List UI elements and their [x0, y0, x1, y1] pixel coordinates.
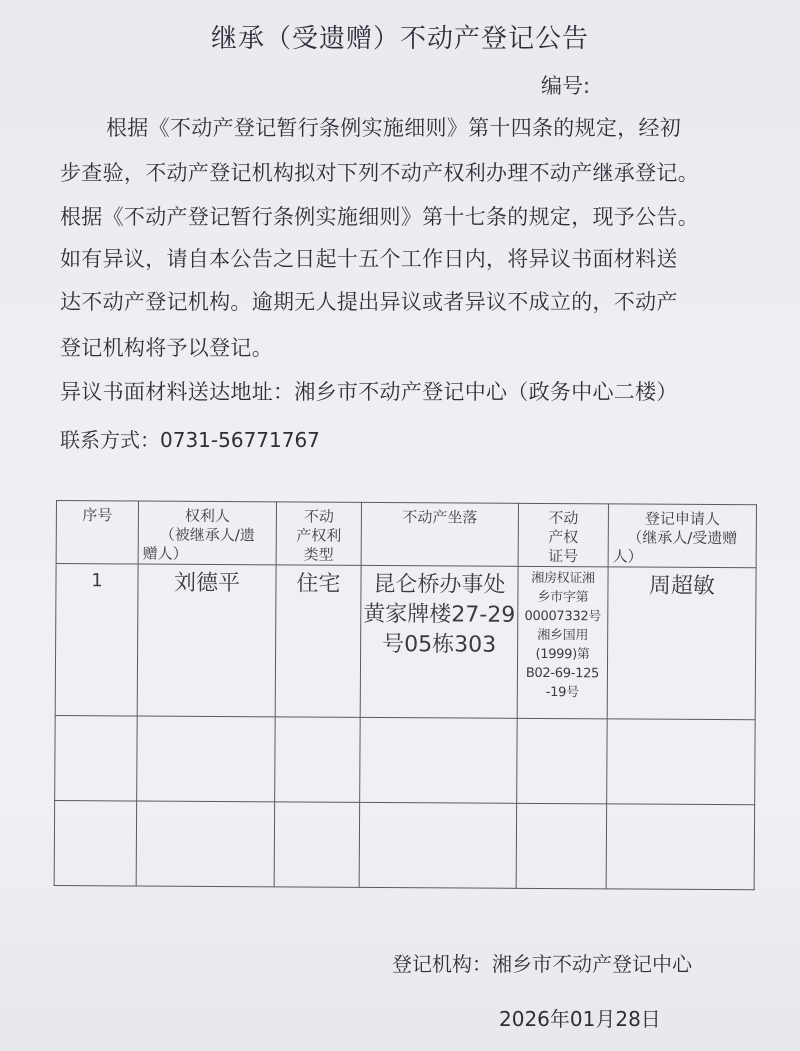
- empty-cell: [137, 716, 276, 802]
- empty-cell: [54, 800, 137, 885]
- empty-cell: [275, 717, 361, 803]
- cell-location: 昆仑桥办事处 黄家牌楼27-29 号05栋303: [360, 565, 518, 718]
- table-header-row: [56, 501, 756, 568]
- paragraph-line-1: 根据《不动产登记暂行条例实施细则》第十四条的规定，经初: [106, 116, 682, 140]
- table-row: [54, 800, 755, 889]
- header-serial-no: 序号: [56, 501, 138, 564]
- contact-info: 联系方式：0731-56771767: [60, 428, 320, 452]
- header-right-holder: 权利人 （被继承人/遗 赠人）: [138, 501, 276, 565]
- paragraph-line-4: 如有异议，请自本公告之日起十五个工作日内，将异议书面材料送: [60, 247, 678, 271]
- paragraph-line-2: 步查验，不动产登记机构拟对下列不动产权利办理不动产继承登记。: [60, 161, 699, 185]
- table-row: [55, 715, 756, 804]
- header-applicant: 登记申请人 （继承人/受遗赠 人）: [608, 504, 756, 568]
- empty-cell: [55, 715, 138, 800]
- serial-number-label: 编号:: [541, 74, 591, 98]
- header-location: 不动产坐落: [361, 502, 518, 566]
- empty-cell: [360, 717, 518, 803]
- cell-right-holder: 刘德平: [137, 564, 276, 717]
- empty-cell: [517, 718, 608, 804]
- paragraph-line-5: 达不动产登记机构。逾期无人提出异议或者异议不成立的，不动产: [60, 290, 678, 314]
- header-right-type: 不动 产权利 类型: [276, 502, 361, 566]
- cell-right-type: 住宅: [275, 565, 361, 718]
- objection-address: 异议书面材料送达地址：湘乡市不动产登记中心（政务中心二楼）: [60, 380, 678, 404]
- cell-certificate-no: 湘房权证湘 乡市字第 00007332号 湘乡国用 (1999)第 B02-69-125 -19号: [517, 566, 608, 719]
- empty-cell: [516, 803, 607, 889]
- paragraph-line-6: 登记机构将予以登记。: [60, 336, 273, 360]
- empty-cell: [606, 804, 755, 890]
- table-row: [55, 564, 756, 720]
- cell-applicant: 周超敏: [607, 567, 756, 720]
- notice-title: 继承（受遗赠）不动产登记公告: [210, 24, 589, 54]
- empty-cell: [136, 801, 275, 887]
- empty-cell: [359, 802, 517, 888]
- empty-cell: [274, 802, 360, 888]
- registration-authority: 登记机构：湘乡市不动产登记中心: [392, 952, 692, 976]
- cell-serial-no: 1: [55, 564, 138, 716]
- notice-date: 2026年01月28日: [499, 1007, 661, 1031]
- empty-cell: [607, 719, 756, 805]
- paragraph-line-3: 根据《不动产登记暂行条例实施细则》第十七条的规定，现予公告。: [60, 205, 699, 229]
- property-table: [54, 500, 756, 894]
- header-certificate-no: 不动 产权 证号: [518, 503, 608, 567]
